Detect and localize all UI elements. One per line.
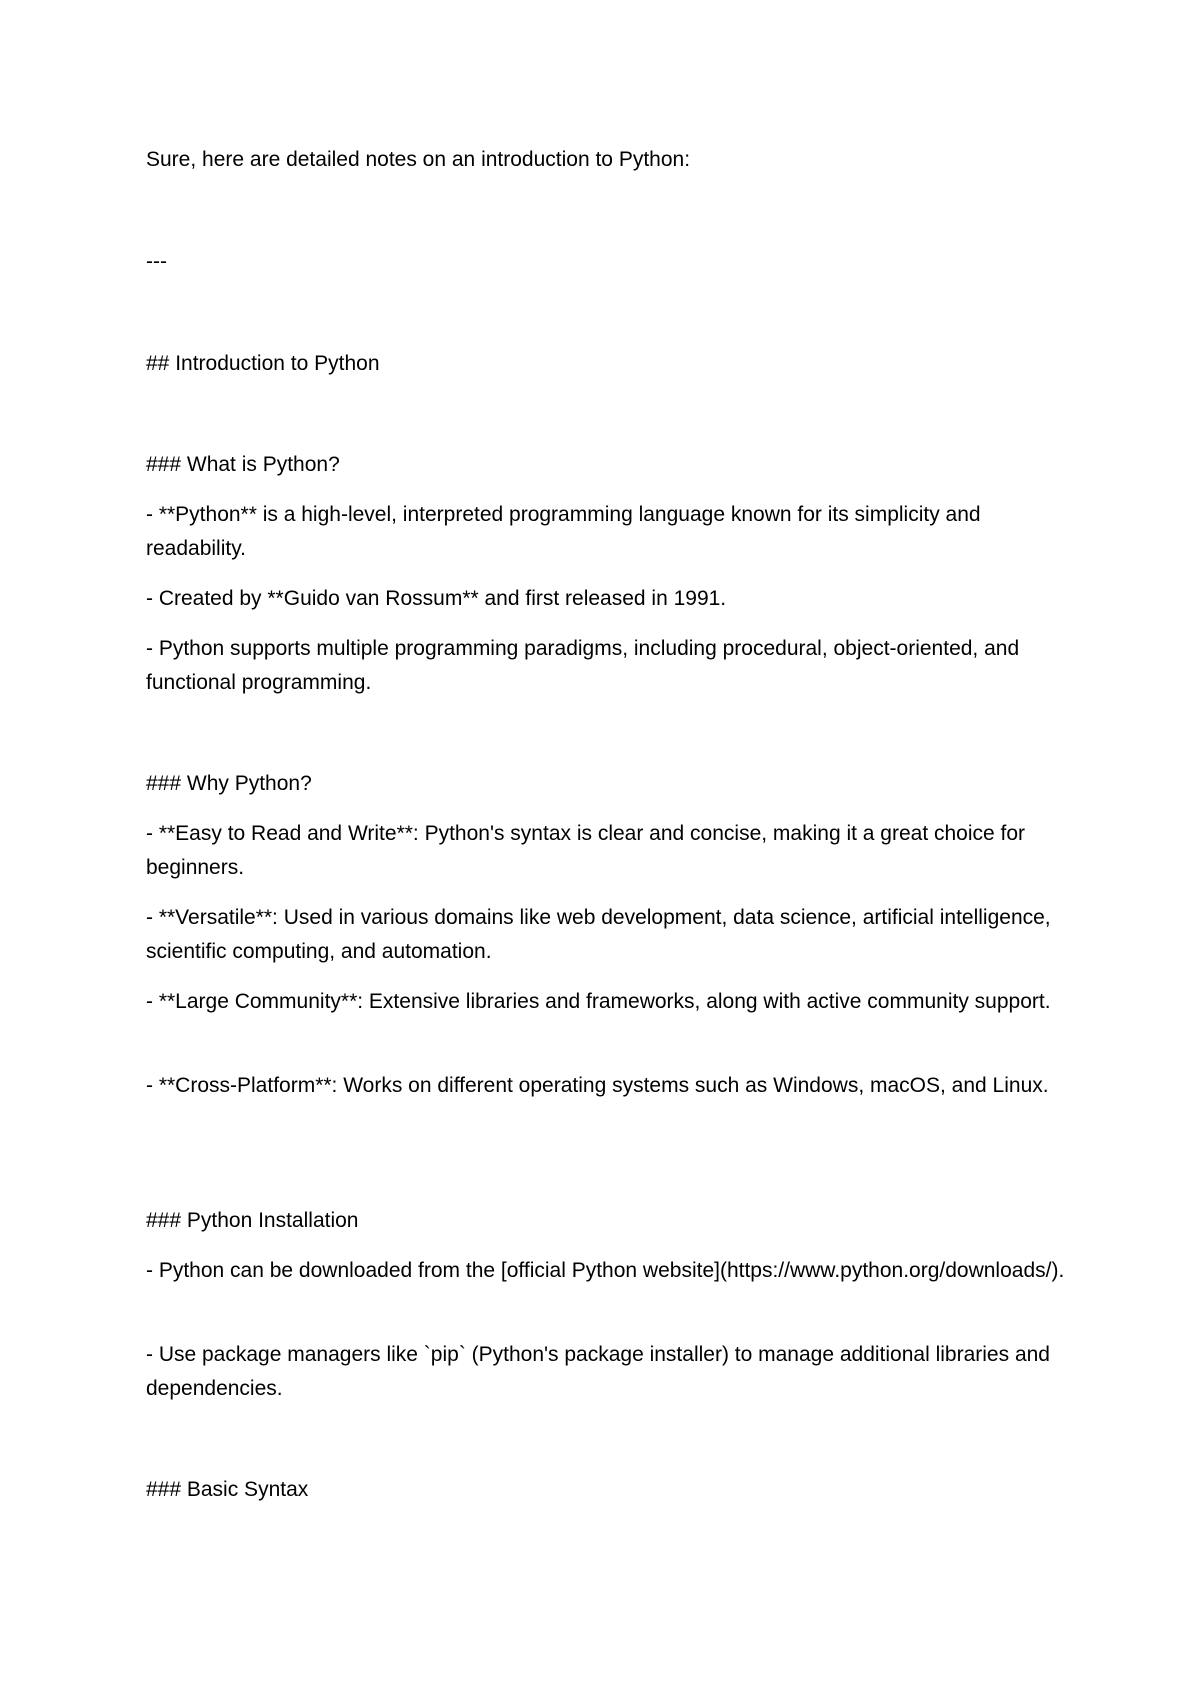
bullet-what-2: - Created by **Guido van Rossum** and first released in 1991. — [146, 587, 727, 610]
bullet-what-3: - Python supports multiple programming paradigms, including procedural, object-oriented, and functional programming. — [146, 637, 1020, 694]
bullet-why-3: - **Large Community**: Extensive libraries and frameworks, along with active community support. — [146, 990, 1051, 1013]
bullet-why-4: - **Cross-Platform**: Works on different operating systems such as Windows, macOS, and Linux. — [146, 1074, 1049, 1097]
bullet-install-2: - Use package managers like `pip` (Python's package installer) to manage additional libraries and dependencies. — [146, 1343, 1050, 1400]
subheading-why-python: ### Why Python? — [146, 772, 312, 795]
bullet-what-1: - **Python** is a high-level, interpreted programming language known for its simplicity and readability. — [146, 503, 981, 560]
section-heading-introduction: ## Introduction to Python — [146, 352, 380, 375]
subheading-python-installation: ### Python Installation — [146, 1209, 359, 1232]
intro-text: Sure, here are detailed notes on an introduction to Python: — [146, 148, 691, 171]
subheading-what-is-python: ### What is Python? — [146, 453, 340, 476]
subheading-basic-syntax: ### Basic Syntax — [146, 1478, 309, 1501]
bullet-install-1: - Python can be downloaded from the [official Python website](https://www.python.org/downloads/). — [146, 1259, 1065, 1282]
bullet-why-1: - **Easy to Read and Write**: Python's syntax is clear and concise, making it a great choice for beginners. — [146, 822, 1026, 879]
horizontal-rule-text: --- — [146, 250, 167, 273]
bullet-why-2: - **Versatile**: Used in various domains like web development, data science, artificial intelligence, scientific computing, and automation. — [146, 906, 1051, 963]
